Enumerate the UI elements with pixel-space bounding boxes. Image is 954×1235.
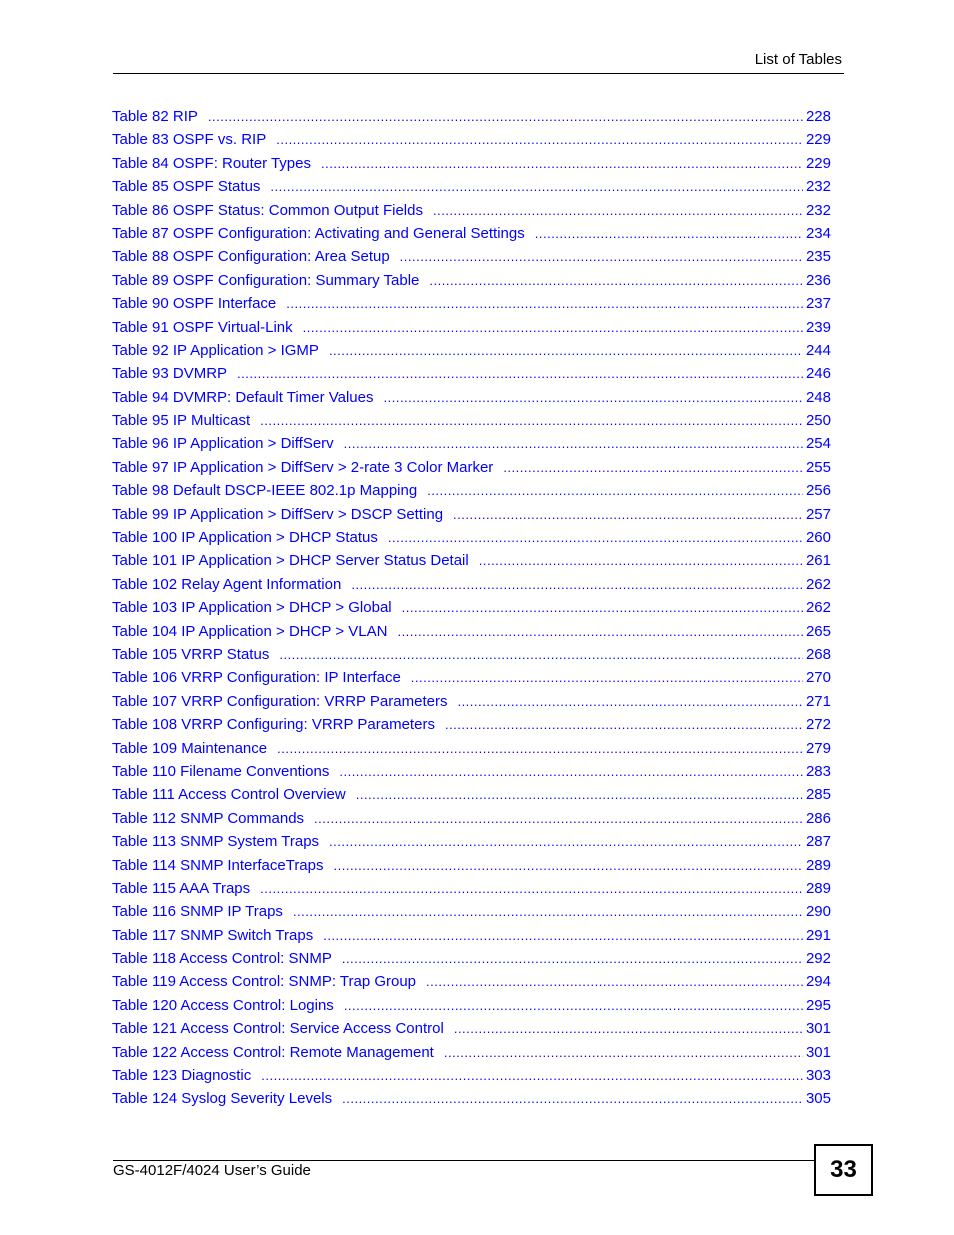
toc-entry-label[interactable]: Table 106 VRRP Configuration: IP Interface (112, 669, 401, 687)
toc-entry-label[interactable]: Table 120 Access Control: Logins (112, 996, 334, 1014)
toc-entry-label[interactable]: Table 97 IP Application > DiffServ > 2-rate 3 Color Marker (112, 458, 494, 476)
toc-dot-leader (429, 269, 803, 292)
toc-entry-page[interactable]: 254 (805, 435, 831, 453)
toc-entry-page[interactable]: 262 (805, 575, 831, 593)
toc-dot-leader (351, 573, 803, 596)
toc-entry-page[interactable]: 283 (805, 762, 831, 780)
toc-entry-page[interactable]: 285 (805, 786, 831, 804)
toc-entry-label[interactable]: Table 86 OSPF Status: Common Output Fields (112, 201, 423, 219)
toc-dot-leader (411, 666, 803, 689)
toc-entry[interactable] (112, 643, 831, 666)
toc-dot-leader (314, 807, 803, 830)
toc-entry-page[interactable]: 232 (805, 201, 831, 219)
toc-entry-label[interactable]: Table 100 IP Application > DHCP Status (112, 529, 378, 547)
toc-entry[interactable] (112, 1064, 831, 1087)
toc-entry-label[interactable]: Table 101 IP Application > DHCP Server Status Detail (112, 552, 469, 570)
toc-entry[interactable] (112, 573, 831, 596)
toc-dot-leader (261, 1064, 803, 1087)
toc-dot-leader (260, 409, 803, 432)
toc-entry[interactable] (112, 924, 831, 947)
toc-dot-leader (334, 854, 803, 877)
toc-entry-page[interactable]: 292 (805, 950, 831, 968)
toc-entry[interactable] (112, 199, 831, 222)
toc-entry-page[interactable]: 232 (805, 178, 831, 196)
toc-entry-page[interactable]: 303 (805, 1067, 831, 1085)
toc-entry-label[interactable]: Table 88 OSPF Configuration: Area Setup (112, 248, 390, 266)
toc-entry[interactable] (112, 292, 831, 315)
toc-dot-leader (321, 152, 803, 175)
list-of-tables (112, 105, 831, 1111)
toc-entry-label[interactable]: Table 99 IP Application > DiffServ > DSCP Setting (112, 505, 444, 523)
toc-entry[interactable] (112, 269, 831, 292)
toc-entry-page[interactable]: 229 (805, 154, 831, 172)
toc-entry-page[interactable]: 228 (805, 108, 831, 125)
toc-entry-label[interactable]: Table 83 OSPF vs. RIP (112, 131, 267, 149)
toc-entry[interactable] (112, 152, 831, 175)
toc-entry[interactable] (112, 362, 831, 385)
toc-entry[interactable] (112, 1041, 831, 1064)
toc-entry-label[interactable]: Table 89 OSPF Configuration: Summary Table (112, 271, 420, 289)
toc-entry-label[interactable]: Table 115 AAA Traps (112, 879, 251, 897)
toc-entry-label[interactable]: Table 123 Diagnostic (112, 1067, 252, 1085)
section-title: List of Tables (754, 51, 842, 68)
toc-entry-label[interactable]: Table 102 Relay Agent Information (112, 575, 342, 593)
toc-dot-leader (342, 1087, 803, 1110)
toc-entry-label[interactable]: Table 117 SNMP Switch Traps (112, 926, 314, 944)
toc-dot-leader (279, 643, 803, 666)
toc-dot-leader (457, 690, 803, 713)
toc-entry[interactable] (112, 807, 831, 830)
toc-entry[interactable] (112, 877, 831, 900)
toc-entry[interactable] (112, 432, 831, 455)
toc-entry-label[interactable]: Table 109 Maintenance (112, 739, 268, 757)
toc-entry[interactable] (112, 549, 831, 572)
toc-entry-page[interactable]: 286 (805, 809, 831, 827)
toc-entry[interactable] (112, 479, 831, 502)
toc-entry-label[interactable]: Table 113 SNMP System Traps (112, 833, 320, 851)
toc-dot-leader (503, 456, 803, 479)
toc-dot-leader (237, 362, 803, 385)
toc-dot-leader (402, 596, 803, 619)
toc-dot-leader (344, 994, 803, 1017)
toc-dot-leader (344, 432, 803, 455)
toc-entry-page[interactable]: 279 (805, 739, 831, 757)
toc-entry[interactable] (112, 175, 831, 198)
toc-entry[interactable] (112, 854, 831, 877)
toc-entry[interactable] (112, 760, 831, 783)
toc-entry[interactable] (112, 666, 831, 689)
toc-entry-label[interactable]: Table 85 OSPF Status (112, 178, 261, 196)
toc-entry-page[interactable]: 265 (805, 622, 831, 640)
toc-entry-page[interactable]: 250 (805, 412, 831, 430)
toc-entry[interactable] (112, 994, 831, 1017)
toc-entry-page[interactable]: 295 (805, 996, 831, 1014)
toc-entry-label[interactable]: Table 84 OSPF: Router Types (112, 154, 311, 172)
toc-entry-label[interactable]: Table 124 Syslog Severity Levels (112, 1090, 333, 1108)
toc-entry-label[interactable]: Table 118 Access Control: SNMP (112, 950, 332, 968)
toc-dot-leader (426, 970, 803, 993)
toc-entry-label[interactable]: Table 105 VRRP Status (112, 645, 270, 663)
toc-entry[interactable] (112, 947, 831, 970)
toc-entry[interactable] (112, 222, 831, 245)
toc-dot-leader (323, 924, 803, 947)
toc-entry[interactable] (112, 339, 831, 362)
toc-dot-leader (286, 292, 803, 315)
toc-entry-page[interactable]: 290 (805, 903, 831, 921)
toc-entry[interactable] (112, 713, 831, 736)
toc-entry[interactable] (112, 596, 831, 619)
toc-entry-page[interactable]: 239 (805, 318, 831, 336)
toc-entry-page[interactable]: 261 (805, 552, 831, 570)
toc-entry-page[interactable]: 272 (805, 716, 831, 734)
toc-entry-page[interactable]: 305 (805, 1090, 831, 1108)
toc-entry[interactable] (112, 105, 831, 128)
toc-entry-label[interactable]: Table 114 SNMP InterfaceTraps (112, 856, 324, 874)
toc-entry-page[interactable]: 287 (805, 833, 831, 851)
toc-entry-page[interactable]: 234 (805, 224, 831, 242)
toc-dot-leader (303, 316, 803, 339)
toc-entry[interactable] (112, 1017, 831, 1040)
toc-entry[interactable] (112, 970, 831, 993)
toc-entry-page[interactable]: 248 (805, 388, 831, 406)
toc-dot-leader (277, 737, 803, 760)
toc-entry-page[interactable]: 291 (805, 926, 831, 944)
toc-dot-leader (293, 900, 803, 923)
toc-entry-page[interactable]: 270 (805, 669, 831, 687)
footer-divider (113, 1160, 815, 1161)
toc-entry[interactable] (112, 830, 831, 853)
toc-entry[interactable] (112, 503, 831, 526)
toc-dot-leader (329, 339, 803, 362)
toc-entry-label[interactable]: Table 122 Access Control: Remote Management (112, 1043, 434, 1061)
toc-entry[interactable] (112, 526, 831, 549)
toc-dot-leader (479, 549, 803, 572)
toc-dot-leader (535, 222, 803, 245)
toc-entry-page[interactable]: 268 (805, 645, 831, 663)
toc-entry-label[interactable]: Table 103 IP Application > DHCP > Global (112, 599, 392, 617)
toc-entry-label[interactable]: Table 95 IP Multicast (112, 412, 251, 430)
toc-entry-label[interactable]: Table 121 Access Control: Service Access Control (112, 1020, 444, 1038)
toc-entry-page[interactable]: 260 (805, 529, 831, 547)
toc-entry[interactable] (112, 316, 831, 339)
toc-entry-page[interactable]: 235 (805, 248, 831, 266)
toc-entry-label[interactable]: Table 92 IP Application > IGMP (112, 341, 319, 359)
toc-dot-leader (339, 760, 803, 783)
toc-entry-label[interactable]: Table 111 Access Control Overview (112, 786, 346, 804)
toc-dot-leader (445, 713, 803, 736)
toc-dot-leader (329, 830, 803, 853)
toc-entry-label[interactable]: Table 116 SNMP IP Traps (112, 903, 283, 921)
toc-entry[interactable] (112, 737, 831, 760)
toc-entry[interactable] (112, 245, 831, 268)
toc-entry-label[interactable]: Table 119 Access Control: SNMP: Trap Group (112, 973, 417, 991)
toc-entry[interactable] (112, 900, 831, 923)
toc-entry[interactable] (112, 620, 831, 643)
toc-dot-leader (260, 877, 803, 900)
toc-dot-leader (208, 105, 803, 128)
toc-entry-page[interactable]: 244 (805, 341, 831, 359)
toc-dot-leader (397, 620, 803, 643)
toc-entry-page[interactable]: 237 (805, 295, 831, 313)
toc-entry-page[interactable]: 256 (805, 482, 831, 500)
toc-entry-page[interactable]: 271 (805, 692, 831, 710)
toc-entry-page[interactable]: 301 (805, 1043, 831, 1061)
toc-entry-label[interactable]: Table 91 OSPF Virtual-Link (112, 318, 293, 336)
toc-entry-label[interactable]: Table 110 Filename Conventions (112, 762, 330, 780)
toc-entry-page[interactable]: 246 (805, 365, 831, 383)
toc-dot-leader (388, 526, 803, 549)
toc-dot-leader (356, 783, 803, 806)
toc-entry-label[interactable]: Table 104 IP Application > DHCP > VLAN (112, 622, 388, 640)
toc-entry-label[interactable]: Table 90 OSPF Interface (112, 295, 277, 313)
toc-dot-leader (400, 245, 803, 268)
toc-entry-label[interactable]: Table 98 Default DSCP-IEEE 802.1p Mapping (112, 482, 418, 500)
toc-entry-page[interactable]: 257 (805, 505, 831, 523)
toc-entry-page[interactable]: 289 (805, 879, 831, 897)
toc-dot-leader (276, 128, 803, 151)
toc-entry[interactable] (112, 386, 831, 409)
header-divider (113, 73, 844, 74)
toc-dot-leader (342, 947, 803, 970)
toc-entry-page[interactable]: 255 (805, 458, 831, 476)
toc-entry-label[interactable]: Table 93 DVMRP (112, 365, 228, 383)
toc-entry-page[interactable]: 262 (805, 599, 831, 617)
toc-entry-label[interactable]: Table 96 IP Application > DiffServ (112, 435, 334, 453)
toc-entry-page[interactable]: 301 (805, 1020, 831, 1038)
toc-dot-leader (453, 503, 803, 526)
toc-entry-label[interactable]: Table 108 VRRP Configuring: VRRP Parameters (112, 716, 435, 734)
toc-entry-label[interactable]: Table 82 RIP (112, 108, 198, 125)
toc-entry-page[interactable]: 294 (805, 973, 831, 991)
toc-entry[interactable] (112, 409, 831, 432)
toc-dot-leader (384, 386, 803, 409)
toc-entry-label[interactable]: Table 112 SNMP Commands (112, 809, 305, 827)
toc-dot-leader (454, 1017, 803, 1040)
toc-entry-label[interactable]: Table 94 DVMRP: Default Timer Values (112, 388, 374, 406)
toc-dot-leader (433, 199, 803, 222)
toc-dot-leader (270, 175, 803, 198)
toc-entry[interactable] (112, 456, 831, 479)
page-number: 33 (814, 1144, 873, 1196)
toc-entry[interactable] (112, 1087, 831, 1110)
toc-entry-page[interactable]: 236 (805, 271, 831, 289)
toc-dot-leader (427, 479, 803, 502)
toc-entry[interactable] (112, 783, 831, 806)
toc-entry-page[interactable]: 229 (805, 131, 831, 149)
toc-entry-label[interactable]: Table 87 OSPF Configuration: Activating and General Settings (112, 224, 525, 242)
toc-entry[interactable] (112, 128, 831, 151)
toc-dot-leader (444, 1041, 803, 1064)
toc-entry-page[interactable]: 289 (805, 856, 831, 874)
toc-entry-label[interactable]: Table 107 VRRP Configuration: VRRP Parameters (112, 692, 448, 710)
guide-title: GS-4012F/4024 User’s Guide (113, 1162, 311, 1179)
toc-entry[interactable] (112, 690, 831, 713)
